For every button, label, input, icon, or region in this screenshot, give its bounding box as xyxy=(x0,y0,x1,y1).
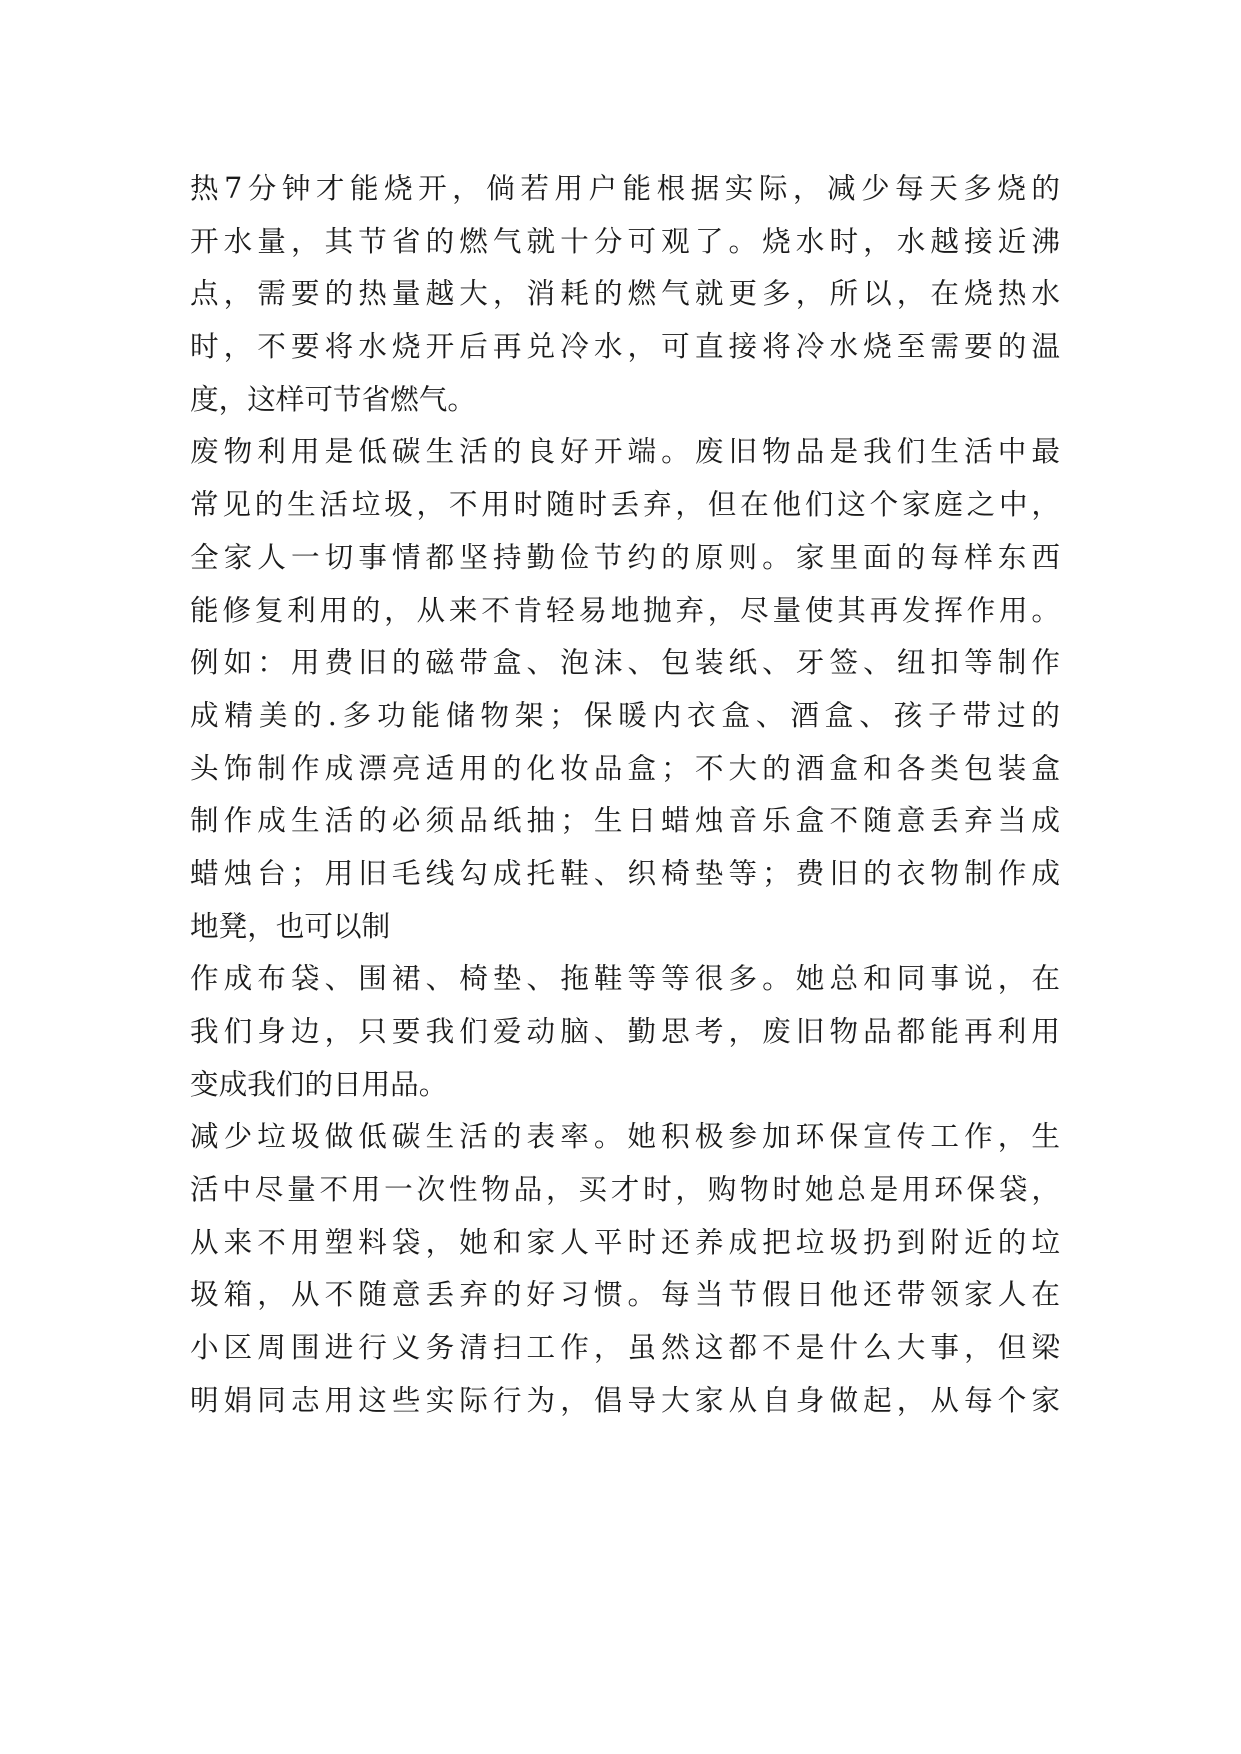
text-line: 废物利用是低碳生活的良好开端。废旧物品是我们生活中最 xyxy=(190,434,1060,469)
text-line: 明娟同志用这些实际行为，倡导大家从自身做起，从每个家 xyxy=(190,1382,1060,1417)
text-line: 作成布袋、围裙、椅垫、拖鞋等等很多。她总和同事说，在 xyxy=(190,961,1060,996)
text-line: 减少垃圾做低碳生活的表率。她积极参加环保宣传工作，生 xyxy=(190,1119,1060,1154)
text-line: 全家人一切事情都坚持勤俭节约的原则。家里面的每样东西 xyxy=(190,539,1060,574)
text-line: 头饰制作成漂亮适用的化妆品盒；不大的酒盒和各类包装盒 xyxy=(190,750,1060,785)
text-line: 能修复利用的，从来不肯轻易地抛弃，尽量使其再发挥作用。 xyxy=(190,592,1060,627)
text-line: 变成我们的日用品。 xyxy=(190,1066,448,1101)
text-line: 成精美的.多功能储物架；保暖内衣盒、酒盒、孩子带过的 xyxy=(190,697,1060,732)
text-line: 蜡烛台；用旧毛线勾成托鞋、织椅垫等；费旧的衣物制作成 xyxy=(190,855,1060,890)
text-line: 例如：用费旧的磁带盒、泡沫、包装纸、牙签、纽扣等制作 xyxy=(190,645,1060,680)
text-line: 圾箱，从不随意丢弃的好习惯。每当节假日他还带领家人在 xyxy=(190,1277,1060,1312)
paragraph xyxy=(190,162,1060,425)
paragraph xyxy=(190,425,1060,952)
body-text xyxy=(190,162,1060,1427)
text-line: 开水量，其节省的燃气就十分可观了。烧水时，水越接近沸 xyxy=(190,223,1060,258)
paragraph xyxy=(190,952,1060,1110)
paragraph xyxy=(190,1110,1060,1426)
text-line: 活中尽量不用一次性物品，买才时，购物时她总是用环保袋， xyxy=(190,1172,1060,1207)
text-line: 时，不要将水烧开后再兑冷水，可直接将冷水烧至需要的温 xyxy=(190,329,1060,364)
text-line: 点，需要的热量越大，消耗的燃气就更多，所以，在烧热水 xyxy=(190,276,1060,311)
text-line: 我们身边，只要我们爱动脑、勤思考，废旧物品都能再利用 xyxy=(190,1014,1060,1048)
text-line: 小区周围进行义务清扫工作，虽然这都不是什么大事，但梁 xyxy=(190,1330,1060,1365)
text-line: 地凳，也可以制 xyxy=(190,908,391,943)
text-line: 常见的生活垃圾，不用时随时丢弃，但在他们这个家庭之中， xyxy=(190,487,1060,522)
text-line: 从来不用塑料袋，她和家人平时还养成把垃圾扔到附近的垃 xyxy=(190,1224,1060,1259)
text-line: 制作成生活的必须品纸抽；生日蜡烛音乐盒不随意丢弃当成 xyxy=(190,803,1060,838)
text-line: 度，这样可节省燃气。 xyxy=(190,381,476,416)
text-line: 热7分钟才能烧开，倘若用户能根据实际，减少每天多烧的 xyxy=(190,171,1060,205)
